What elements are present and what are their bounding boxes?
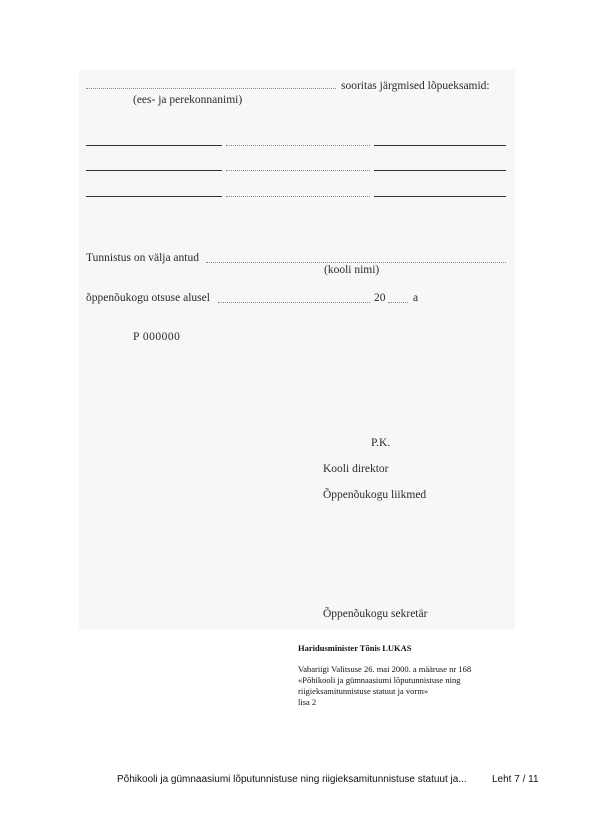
- council-members-label: Õppenõukogu liikmed: [323, 489, 427, 501]
- regulation-ref-line-1: Vabariigi Valitsuse 26. mai 2000. a määruse nr 168: [298, 664, 472, 674]
- exam-row-1-middle: [226, 145, 370, 146]
- scanned-form-image: [79, 70, 515, 630]
- exam-row-1-left: [86, 145, 222, 146]
- decision-text: õppenõukogu otsuse alusel: [86, 292, 210, 304]
- exam-row-3-left: [86, 196, 222, 197]
- regulation-ref-line-2: «Põhikooli ja gümnaasiumi lõputunnistuse ning: [298, 675, 461, 685]
- exam-row-3-right: [374, 196, 506, 197]
- year-prefix: 20: [374, 292, 386, 304]
- director-label: Kooli direktor: [323, 463, 389, 475]
- seal-label: P.K.: [371, 437, 391, 449]
- footer-document-title: Põhikooli ja gümnaasiumi lõputunnistuse ning riigieksamitunnistuse statuut ja...: [117, 774, 467, 785]
- issued-text: Tunnistus on välja antud: [86, 252, 199, 264]
- exam-row-2-left: [86, 170, 222, 171]
- decision-date-blank: [218, 302, 370, 303]
- school-name-blank: [206, 262, 506, 263]
- student-name-blank: [86, 88, 336, 89]
- regulation-ref-line-4: lisa 2: [298, 697, 317, 707]
- name-caption: (ees- ja perekonnanimi): [133, 94, 243, 106]
- exam-row-2-right: [374, 170, 506, 171]
- year-blank: [388, 302, 408, 303]
- exam-row-1-right: [374, 145, 506, 146]
- exam-row-3-middle: [226, 196, 370, 197]
- exam-row-2-middle: [226, 170, 370, 171]
- year-suffix: a: [413, 292, 419, 304]
- minister-name: Haridusminister Tõnis LUKAS: [298, 643, 412, 653]
- serial-number: P 000000: [133, 331, 181, 343]
- secretary-label: Õppenõukogu sekretär: [323, 608, 428, 620]
- regulation-ref-line-3: riigieksamitunnistuse statuut ja vorm»: [298, 686, 429, 696]
- footer-page-number: Leht 7 / 11: [492, 774, 539, 785]
- school-caption: (kooli nimi): [324, 264, 380, 276]
- exams-intro-text: sooritas järgmised lõpueksamid:: [341, 80, 490, 92]
